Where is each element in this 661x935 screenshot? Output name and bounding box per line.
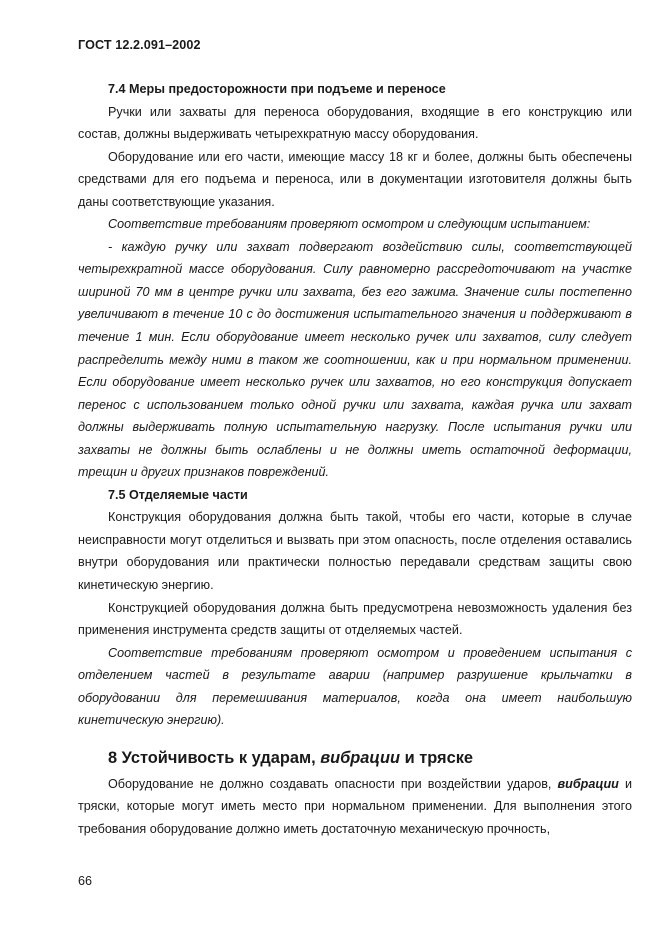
page-number: 66 <box>78 874 93 888</box>
section-7-4-compliance: Соответствие требованиям проверяют осмотром и следующим испытанием: <box>108 217 591 232</box>
section-8-heading-part-2: и тряске <box>400 748 474 767</box>
section-7-4-test-procedure: - каждую ручку или захват подвергают воздействию силы, соответствующей четырехкратной массе оборудования. Силу равномерно рассредоточивают на участке шириной 70 мм в центре ручки или захвата, без его зажима. Значение силы постепенно увеличивают в течение 10 с до достижения испытательного значения и поддерживают в течение 1 мин. Если оборудование имеет несколько ручек или захватов, силу следует распределить между ними в таком же соотношении, как и при нормальном применении. Если оборудование имеет несколько ручек или захватов, но его конструкция допускает перенос с использованием только одной ручки или захвата, каждая ручка или захват должны выдерживать полную испытательную нагрузку. После испытания ручки или захваты не должны быть ослаблены и не должны иметь остаточной деформации, трещин и других признаков повреждений. <box>78 239 632 480</box>
section-8-heading-italic: вибрации <box>320 748 401 767</box>
section-7-4-paragraph-1: Ручки или захваты для переноса оборудования, входящие в его конструкцию или состав, должны выдерживать четырехкратную массу оборудования. <box>78 104 632 142</box>
section-7-5-compliance: Соответствие требованиям проверяют осмотром и проведением испытания с отделением частей в результате аварии (например разрушение крыльчатки в оборудовании для перемешивания материалов, когда она имеет наибольшую кинетическую энергию). <box>78 645 632 728</box>
section-8-heading <box>78 746 632 770</box>
document-body <box>78 78 632 841</box>
section-7-5-paragraph-2: Конструкцией оборудования должна быть предусмотрена невозможность удаления без применения инструмента средств защиты от отделяемых частей. <box>78 600 632 638</box>
section-7-4-heading: 7.4 Меры предосторожности при подъеме и переносе <box>108 82 446 96</box>
section-7-4-paragraph-2: Оборудование или его части, имеющие массу 18 кг и более, должны быть обеспечены средствами для его подъема и переноса, или в документации изготовителя должны быть даны соответствующие указания. <box>78 149 632 209</box>
section-8-paragraph-1-emphasis: вибрации <box>557 776 619 791</box>
section-8-paragraph-1-part-1: Оборудование не должно создавать опасности при воздействии ударов, <box>108 776 558 791</box>
section-7-5-paragraph-1: Конструкция оборудования должна быть такой, чтобы его части, которые в случае неисправности могут отделиться и вызвать при этом опасность, после отделения оставались внутри оборудования или практически полностью передавали средствам защиты свою кинетическую энергию. <box>78 510 632 593</box>
section-8-heading-part-1: 8 Устойчивость к ударам, <box>108 748 321 767</box>
section-8-paragraph-1 <box>78 773 632 841</box>
document-header: ГОСТ 12.2.091–2002 <box>78 38 201 52</box>
section-8-paragraph-1-part-2: и тряски, которые могут иметь место при нормальном применении. Для выполнения этого требования оборудование должно иметь достаточную механическую прочность, <box>78 776 632 836</box>
section-7-5-heading: 7.5 Отделяемые части <box>108 487 248 502</box>
